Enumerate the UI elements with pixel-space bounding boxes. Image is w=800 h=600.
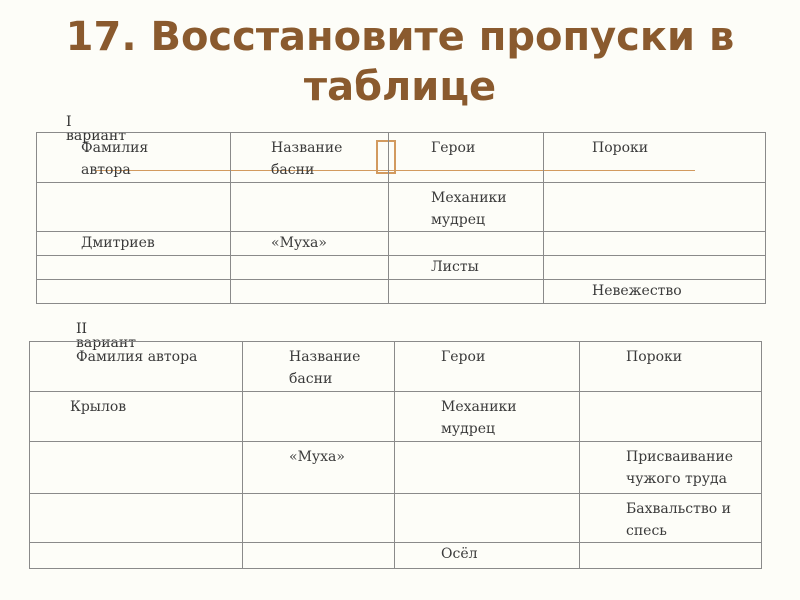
header-author: Фамилия автора	[30, 342, 243, 392]
header-vices: Пороки	[580, 342, 762, 392]
cell-fable: «Муха»	[231, 232, 389, 256]
title-line-1: 17. Восстановите пропуски в	[65, 14, 735, 60]
table-row	[30, 543, 762, 569]
table-row	[37, 183, 766, 232]
cell-author[interactable]	[30, 543, 243, 569]
table-variant-2	[29, 341, 762, 569]
header-vices: Пороки	[544, 133, 766, 183]
cell-fable[interactable]	[243, 543, 395, 569]
cell-heroes: Осёл	[395, 543, 580, 569]
cell-heroes: Листы	[389, 256, 544, 280]
cell-heroes[interactable]	[395, 442, 580, 494]
variant-1-word: вариант	[66, 128, 126, 144]
cell-author[interactable]	[37, 183, 231, 232]
cell-fable: «Муха»	[243, 442, 395, 494]
cell-heroes[interactable]	[389, 280, 544, 304]
table-row	[30, 392, 762, 442]
variant-1-number: I	[66, 114, 72, 130]
header-fable: Название басни	[231, 133, 389, 183]
cell-fable[interactable]	[231, 183, 389, 232]
cell-fable[interactable]	[231, 256, 389, 280]
cell-fable[interactable]	[243, 494, 395, 543]
cell-heroes[interactable]	[389, 232, 544, 256]
table-row	[37, 232, 766, 256]
cell-vices: Бахвальство и спесь	[580, 494, 762, 543]
header-heroes: Герои	[395, 342, 580, 392]
table-row	[30, 494, 762, 543]
variant-2-word: вариант	[76, 335, 136, 351]
cell-vices[interactable]	[580, 543, 762, 569]
cell-fable[interactable]	[231, 280, 389, 304]
cell-vices[interactable]	[544, 256, 766, 280]
header-heroes: Герои	[389, 133, 544, 183]
cell-author[interactable]	[37, 280, 231, 304]
title-line-2: таблице	[303, 64, 497, 110]
table-header-row	[37, 133, 766, 183]
slide-title	[0, 12, 800, 112]
header-author: Фамилия автора	[37, 133, 231, 183]
variant-2-number: II	[76, 321, 88, 337]
table-row	[37, 280, 766, 304]
header-fable: Название басни	[243, 342, 395, 392]
cell-author[interactable]	[30, 494, 243, 543]
table-row	[30, 442, 762, 494]
cell-heroes[interactable]	[395, 494, 580, 543]
cell-vices[interactable]	[544, 183, 766, 232]
cell-vices: Присваивание чужого труда	[580, 442, 762, 494]
table-row	[37, 256, 766, 280]
cell-fable[interactable]	[243, 392, 395, 442]
table-variant-1	[36, 132, 766, 304]
cell-vices[interactable]	[544, 232, 766, 256]
cell-author: Дмитриев	[37, 232, 231, 256]
table-header-row	[30, 342, 762, 392]
cell-heroes: Механики мудрец	[395, 392, 580, 442]
cell-author[interactable]	[30, 442, 243, 494]
cell-vices[interactable]	[580, 392, 762, 442]
cell-author: Крылов	[30, 392, 243, 442]
cell-heroes: Механики мудрец	[389, 183, 544, 232]
cell-author[interactable]	[37, 256, 231, 280]
cell-vices: Невежество	[544, 280, 766, 304]
